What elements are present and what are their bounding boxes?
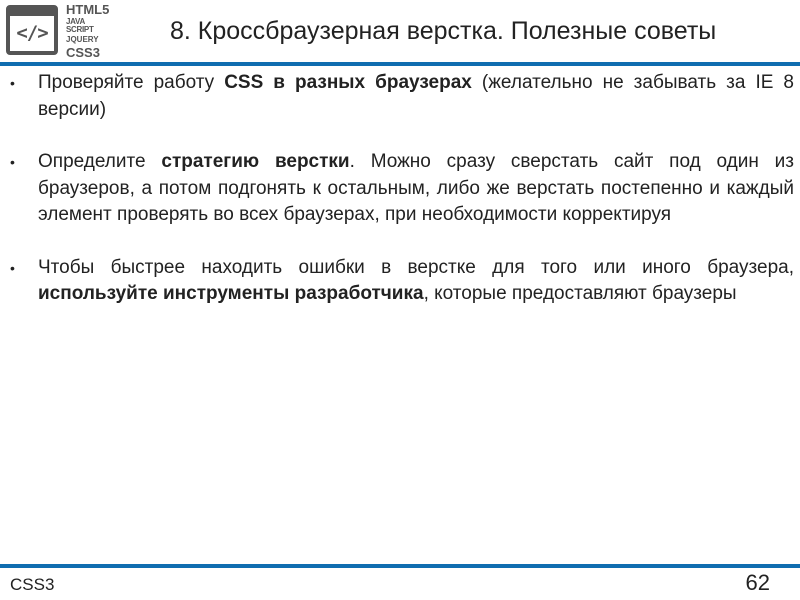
logo-word-jquery: JQUERY [66, 35, 99, 44]
slide-content [10, 70, 794, 308]
bullet-marker: • [10, 75, 15, 91]
logo-words [66, 3, 114, 59]
code-window-icon [6, 5, 58, 55]
bullet-text: , которые предоставляют браузеры [423, 283, 737, 304]
bullet-item [10, 70, 794, 123]
logo-word-javascript: JAVA SCRIPT [66, 17, 94, 34]
bullet-text: (желательно не забывать за IE 8 версии) [38, 72, 794, 120]
bullet-text: . Можно сразу сверстать сайт под один из браузеров, а потом подгонять к остальным, либо же верстать постепенно и каждый элемент проверять во всех браузерах, при необходимости корректируя [38, 151, 795, 225]
bullet-marker: • [10, 259, 15, 276]
bullet-item [10, 255, 794, 308]
logo-word-css3: CSS3 [66, 45, 100, 60]
bullet-emphasis: CSS в разных браузерах [224, 72, 472, 93]
slide-title: 8. Кроссбраузерная верстка. Полезные советы [170, 17, 717, 45]
logo-word-html5: HTML5 [66, 2, 110, 17]
bullet-emphasis: стратегию верстки [161, 151, 350, 172]
logo [4, 3, 112, 59]
bullet-text: Чтобы быстрее находить ошибки в верстке для того или иного браузера, [38, 256, 794, 278]
footer-divider [0, 564, 800, 568]
page-number: 62 [745, 570, 770, 595]
header-divider [0, 62, 800, 66]
bullet-marker: • [10, 154, 15, 170]
logo-code-glyph: </> [16, 22, 48, 44]
bullet-emphasis: используйте инструменты разработчика [38, 283, 424, 304]
bullet-text: Проверяйте работу [38, 72, 225, 93]
bullet-item [10, 149, 794, 229]
footer-label: CSS3 [10, 575, 55, 594]
bullet-text: Определите [38, 151, 162, 172]
